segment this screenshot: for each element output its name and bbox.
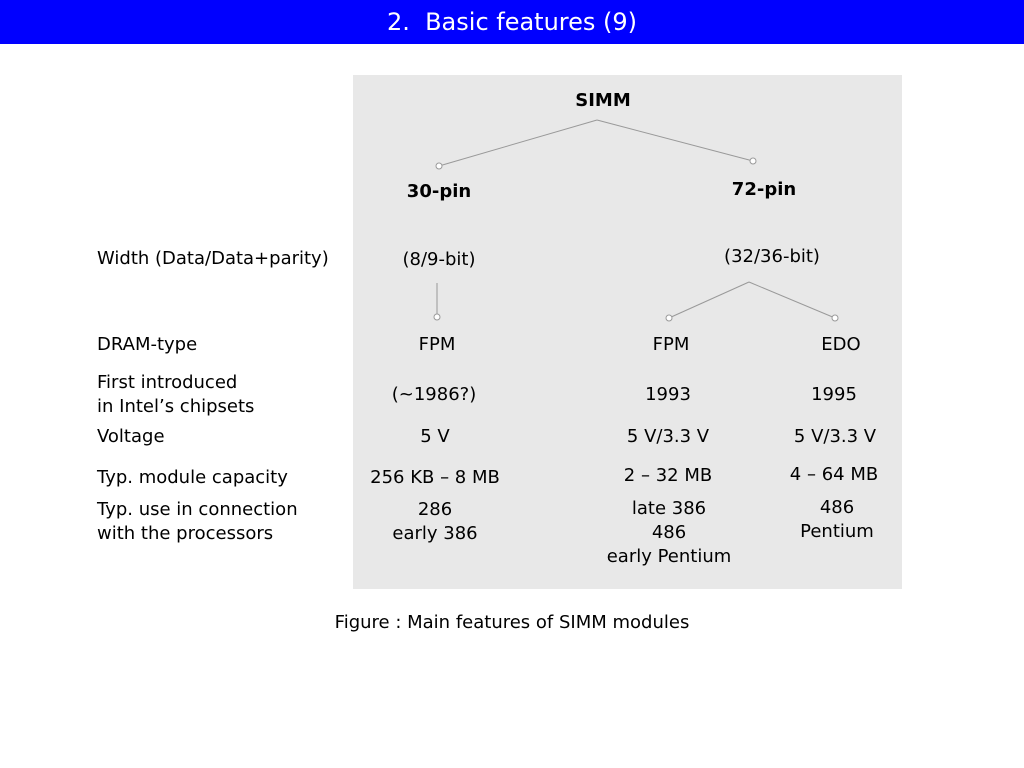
dram-72pin-edo: EDO xyxy=(821,334,861,355)
usage-30pin-line2: early 386 xyxy=(392,523,478,544)
introduced-30pin: (~1986?) xyxy=(391,384,477,405)
width-72pin: (32/36-bit) xyxy=(724,246,820,267)
branch-72pin-label: 72-pin xyxy=(731,179,797,200)
row-label-introduced-line2: in Intel’s chipsets xyxy=(97,396,255,417)
usage-72pin-fpm-line1: late 386 xyxy=(631,498,707,519)
branch-30pin-label: 30-pin xyxy=(406,181,472,202)
voltage-72pin-fpm: 5 V/3.3 V xyxy=(626,426,710,447)
row-label-width: Width (Data/Data+parity) xyxy=(97,248,329,269)
introduced-72pin-fpm: 1993 xyxy=(645,384,691,405)
row-label-usage-line1: Typ. use in connection xyxy=(97,499,298,520)
usage-30pin-line1: 286 xyxy=(417,499,453,520)
voltage-30pin: 5 V xyxy=(420,426,450,447)
capacity-30pin: 256 KB – 8 MB xyxy=(370,467,500,488)
capacity-72pin-fpm: 2 – 32 MB xyxy=(623,465,713,486)
dram-30pin: FPM xyxy=(418,334,456,355)
introduced-72pin-edo: 1995 xyxy=(811,384,857,405)
slide-title: 2. Basic features (9) xyxy=(386,8,638,36)
root-node-label: SIMM xyxy=(575,90,631,111)
usage-72pin-edo-line1: 486 xyxy=(819,497,855,518)
usage-72pin-edo-line2: Pentium xyxy=(800,521,874,542)
row-label-capacity: Typ. module capacity xyxy=(97,467,288,488)
voltage-72pin-edo: 5 V/3.3 V xyxy=(793,426,877,447)
width-30pin: (8/9-bit) xyxy=(402,249,476,270)
row-label-introduced-line1: First introduced xyxy=(97,372,238,393)
row-label-voltage: Voltage xyxy=(97,426,165,447)
dram-72pin-fpm: FPM xyxy=(652,334,690,355)
row-label-usage-line2: with the processors xyxy=(97,523,274,544)
usage-72pin-fpm-line3: early Pentium xyxy=(606,546,732,567)
row-label-dram-type: DRAM-type xyxy=(97,334,198,355)
figure-caption: Figure : Main features of SIMM modules xyxy=(334,612,690,633)
usage-72pin-fpm-line2: 486 xyxy=(651,522,687,543)
capacity-72pin-edo: 4 – 64 MB xyxy=(789,464,879,485)
